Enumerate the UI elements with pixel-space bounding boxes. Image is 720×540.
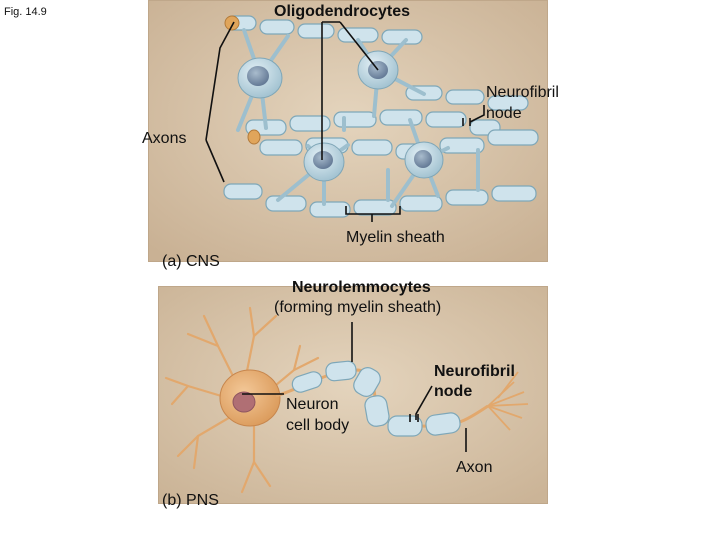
pns-panel-label: (b) PNS bbox=[162, 492, 219, 509]
axons-label: Axons bbox=[142, 130, 187, 147]
cns-neurofibril-node-label-line2: node bbox=[486, 105, 522, 122]
pns-neurofibril-node-label-line1: Neurofibril bbox=[434, 363, 515, 380]
forming-myelin-sheath-label: (forming myelin sheath) bbox=[274, 299, 442, 316]
cns-neurofibril-node-label-line1: Neurofibril bbox=[486, 84, 559, 101]
neuron-cell-body-label-line1: Neuron bbox=[286, 396, 339, 413]
figure-number: Fig. 14.9 bbox=[4, 6, 47, 18]
neuron-cell-body-label-line2: cell body bbox=[286, 417, 350, 434]
pns-neurofibril-node-label-line2: node bbox=[434, 383, 473, 400]
pns-neuron-nucleus bbox=[233, 392, 255, 412]
neurolemmocytes-label: Neurolemmocytes bbox=[292, 279, 431, 296]
oligodendrocytes-label: Oligodendrocytes bbox=[274, 3, 411, 20]
axon-label: Axon bbox=[456, 459, 493, 476]
cns-panel-label: (a) CNS bbox=[162, 253, 220, 270]
cns-illustration bbox=[148, 0, 548, 262]
cns-panel bbox=[148, 0, 548, 262]
myelin-sheath-label: Myelin sheath bbox=[346, 229, 445, 246]
